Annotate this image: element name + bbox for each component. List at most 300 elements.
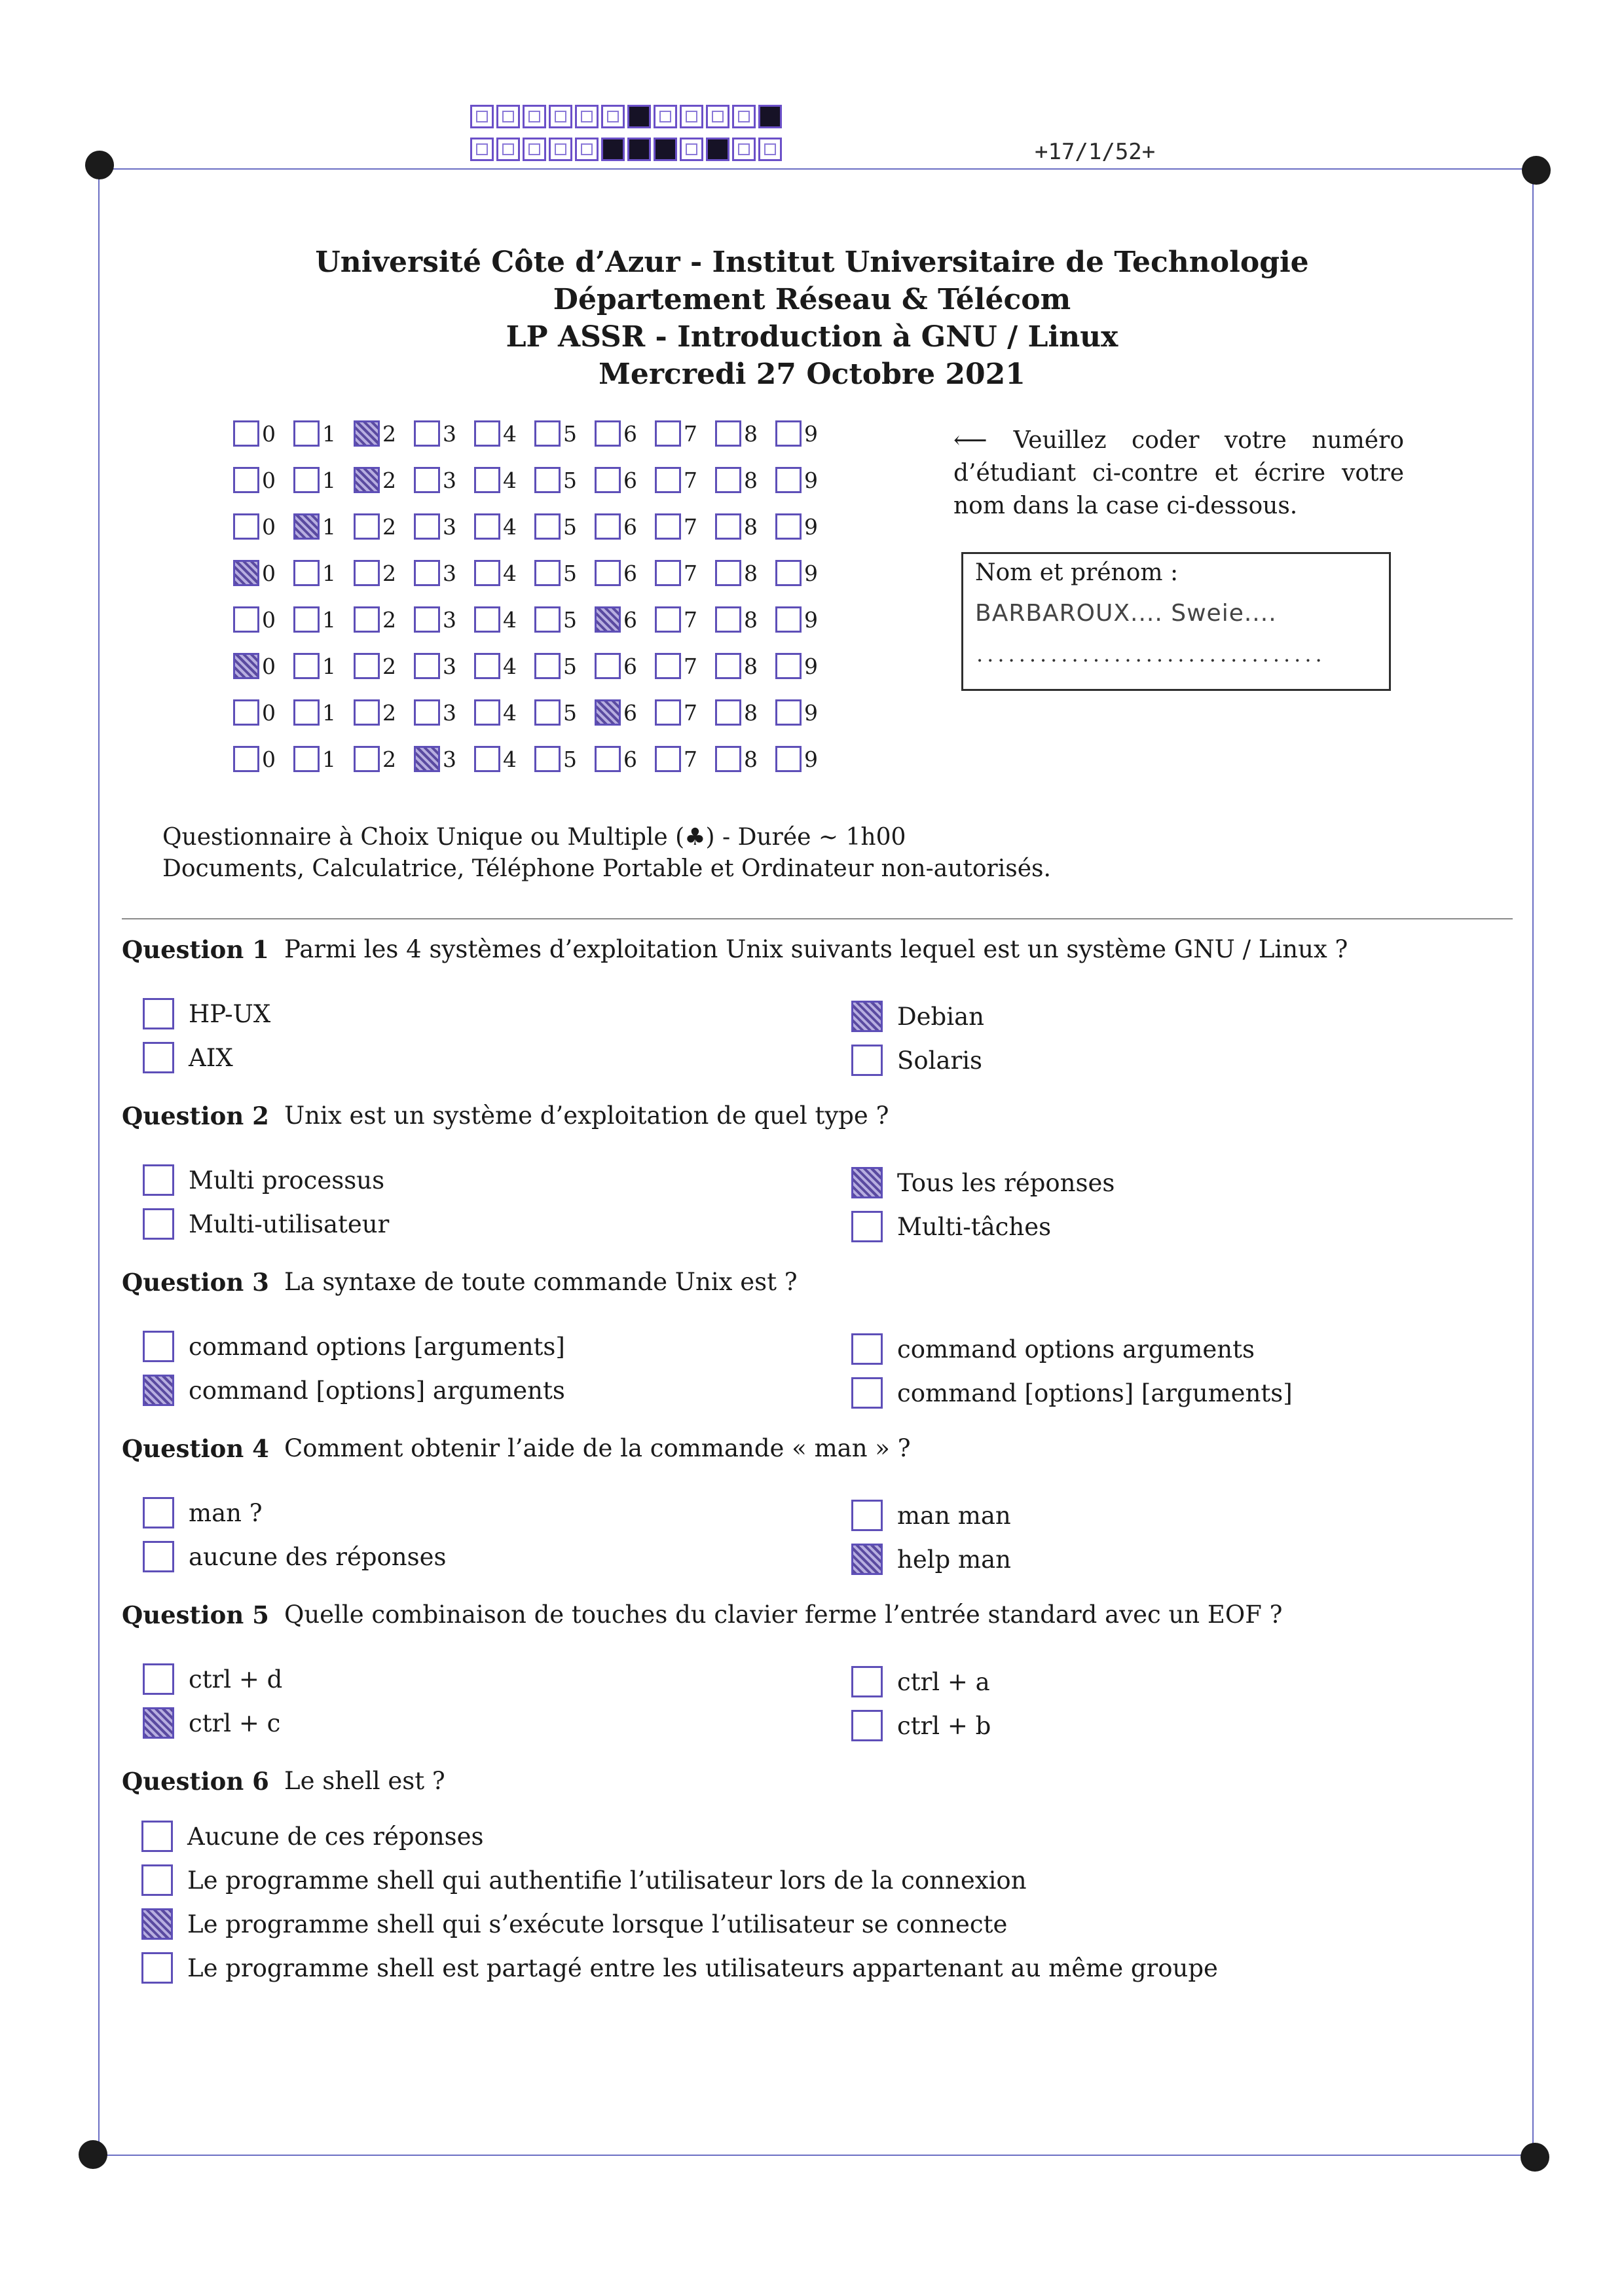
digit-checkbox[interactable] bbox=[293, 467, 320, 493]
answer-checkbox[interactable] bbox=[141, 1952, 173, 1984]
title-department: Département Réseau & Télécom bbox=[553, 283, 1071, 316]
student-digit-option bbox=[775, 606, 818, 633]
barcode-top-row bbox=[470, 105, 784, 128]
answer-label: ctrl + b bbox=[897, 1711, 991, 1740]
student-digit-option bbox=[775, 420, 818, 447]
answer-label: Aucune de ces réponses bbox=[187, 1822, 484, 1851]
answer-checkbox[interactable] bbox=[851, 1045, 883, 1076]
digit-label: 3 bbox=[443, 699, 456, 726]
barcode-bottom-cell bbox=[575, 138, 599, 161]
digit-label: 1 bbox=[322, 746, 336, 772]
student-digit-option bbox=[715, 699, 758, 726]
digit-checkbox[interactable] bbox=[775, 606, 802, 633]
digit-checkbox[interactable] bbox=[534, 653, 561, 679]
title-date: Mercredi 27 Octobre 2021 bbox=[599, 358, 1025, 391]
digit-checkbox[interactable] bbox=[595, 513, 621, 540]
answer-checkbox[interactable] bbox=[851, 1333, 883, 1365]
digit-checkbox[interactable] bbox=[534, 513, 561, 540]
answer-option[interactable] bbox=[143, 1541, 447, 1572]
barcode-top-cell bbox=[732, 105, 756, 128]
digit-label: 5 bbox=[563, 746, 577, 772]
answer-checkbox[interactable] bbox=[141, 1864, 173, 1896]
digit-label: 2 bbox=[382, 746, 396, 772]
student-digit-option bbox=[534, 560, 577, 586]
digit-checkbox[interactable] bbox=[233, 699, 259, 726]
answer-checkbox[interactable] bbox=[143, 1541, 174, 1572]
digit-checkbox[interactable] bbox=[534, 699, 561, 726]
digit-checkbox[interactable] bbox=[775, 467, 802, 493]
digit-checkbox[interactable] bbox=[715, 746, 741, 772]
student-number-instructions bbox=[953, 424, 1404, 523]
student-digit-option bbox=[715, 746, 758, 772]
digit-label: 0 bbox=[262, 606, 276, 633]
student-digit-option bbox=[715, 420, 758, 447]
answer-option[interactable] bbox=[143, 1375, 565, 1406]
digit-checkbox[interactable] bbox=[354, 467, 380, 493]
digit-checkbox[interactable] bbox=[293, 420, 320, 447]
digit-checkbox[interactable] bbox=[595, 606, 621, 633]
page-code: +17/1/52+ bbox=[1035, 139, 1156, 165]
student-digit-option bbox=[534, 420, 577, 447]
digit-label: 2 bbox=[382, 420, 396, 447]
frame-top-line bbox=[98, 168, 1532, 170]
barcode-top-cell bbox=[758, 105, 782, 128]
digit-label: 6 bbox=[623, 746, 637, 772]
digit-checkbox[interactable] bbox=[595, 653, 621, 679]
student-digit-option bbox=[655, 560, 697, 586]
answer-label: man ? bbox=[189, 1498, 263, 1527]
name-second-line-dots: ................................. bbox=[976, 642, 1326, 667]
student-digit-option bbox=[715, 653, 758, 679]
answer-option[interactable] bbox=[141, 1952, 1218, 1984]
student-digit-option bbox=[775, 467, 818, 493]
digit-label: 2 bbox=[382, 513, 396, 540]
digit-label: 1 bbox=[322, 653, 336, 679]
answer-option[interactable] bbox=[851, 1167, 1115, 1198]
digit-label: 8 bbox=[744, 420, 758, 447]
answer-label: help man bbox=[897, 1545, 1011, 1574]
corner-marker-top-right bbox=[1522, 156, 1551, 185]
digit-checkbox[interactable] bbox=[354, 560, 380, 586]
answer-label: Solaris bbox=[897, 1046, 983, 1075]
answer-option[interactable] bbox=[143, 1042, 233, 1073]
question-label: Question 6 bbox=[122, 1767, 269, 1796]
digit-checkbox[interactable] bbox=[715, 699, 741, 726]
answer-checkbox[interactable] bbox=[143, 1208, 174, 1240]
answer-label: Multi-utilisateur bbox=[189, 1210, 390, 1238]
answer-option[interactable] bbox=[143, 1663, 282, 1695]
digit-checkbox[interactable] bbox=[655, 560, 681, 586]
digit-checkbox[interactable] bbox=[595, 746, 621, 772]
digit-label: 7 bbox=[684, 653, 697, 679]
student-digit-option bbox=[655, 699, 697, 726]
digit-label: 0 bbox=[262, 699, 276, 726]
digit-label: 9 bbox=[804, 746, 818, 772]
answer-checkbox[interactable] bbox=[851, 1167, 883, 1198]
digit-label: 1 bbox=[322, 467, 336, 493]
digit-checkbox[interactable] bbox=[233, 606, 259, 633]
digit-label: 9 bbox=[804, 653, 818, 679]
instructions-text: Veuillez coder votre numéro d’étudiant ci-contre et écrire votre nom dans la case ci-dessous. bbox=[953, 427, 1404, 519]
digit-checkbox[interactable] bbox=[414, 653, 440, 679]
student-digit-option bbox=[233, 467, 276, 493]
digit-label: 7 bbox=[684, 420, 697, 447]
answer-label: HP-UX bbox=[189, 999, 271, 1028]
digit-label: 4 bbox=[503, 699, 517, 726]
digit-label: 2 bbox=[382, 699, 396, 726]
digit-checkbox[interactable] bbox=[293, 699, 320, 726]
student-digit-option bbox=[354, 606, 396, 633]
title-course: LP ASSR - Introduction à GNU / Linux bbox=[506, 320, 1118, 354]
separator-line bbox=[122, 918, 1513, 919]
answer-label: Multi processus bbox=[189, 1166, 385, 1194]
digit-checkbox[interactable] bbox=[655, 467, 681, 493]
answer-option[interactable] bbox=[851, 1500, 1011, 1531]
digit-checkbox[interactable] bbox=[293, 606, 320, 633]
answer-checkbox[interactable] bbox=[851, 1710, 883, 1741]
digit-label: 7 bbox=[684, 513, 697, 540]
digit-label: 3 bbox=[443, 420, 456, 447]
digit-checkbox[interactable] bbox=[354, 513, 380, 540]
answer-checkbox[interactable] bbox=[141, 1821, 173, 1852]
answer-checkbox[interactable] bbox=[143, 1707, 174, 1739]
answer-label: command options arguments bbox=[897, 1335, 1255, 1363]
student-digit-option bbox=[354, 513, 396, 540]
answer-label: Le programme shell est partagé entre les utilisateurs appartenant au même groupe bbox=[187, 1953, 1218, 1982]
student-digit-option bbox=[293, 746, 336, 772]
student-digit-option bbox=[474, 746, 517, 772]
digit-label: 3 bbox=[443, 560, 456, 586]
digit-label: 4 bbox=[503, 606, 517, 633]
digit-checkbox[interactable] bbox=[414, 513, 440, 540]
barcode-top-cell bbox=[680, 105, 703, 128]
digit-checkbox[interactable] bbox=[233, 513, 259, 540]
digit-label: 0 bbox=[262, 513, 276, 540]
student-digit-option bbox=[354, 420, 396, 447]
digit-label: 5 bbox=[563, 653, 577, 679]
digit-checkbox[interactable] bbox=[354, 746, 380, 772]
answer-label: ctrl + a bbox=[897, 1667, 990, 1696]
intro-line-2: Documents, Calculatrice, Téléphone Portable et Ordinateur non-autorisés. bbox=[162, 855, 1051, 882]
barcode-bottom-cell bbox=[549, 138, 572, 161]
student-digit-option bbox=[233, 699, 276, 726]
answer-label: command [options] [arguments] bbox=[897, 1379, 1293, 1407]
barcode-bottom-cell bbox=[523, 138, 546, 161]
digit-checkbox[interactable] bbox=[775, 746, 802, 772]
digit-checkbox[interactable] bbox=[715, 653, 741, 679]
digit-label: 7 bbox=[684, 699, 697, 726]
question-text: Quelle combinaison de touches du clavier ferme l’entrée standard avec un EOF ? bbox=[284, 1601, 1283, 1629]
digit-checkbox[interactable] bbox=[414, 467, 440, 493]
student-digit-option bbox=[534, 606, 577, 633]
digit-checkbox[interactable] bbox=[715, 467, 741, 493]
digit-checkbox[interactable] bbox=[354, 653, 380, 679]
digit-checkbox[interactable] bbox=[775, 513, 802, 540]
digit-checkbox[interactable] bbox=[293, 513, 320, 540]
exam-header bbox=[0, 244, 1624, 393]
digit-checkbox[interactable] bbox=[534, 746, 561, 772]
student-digit-option bbox=[233, 560, 276, 586]
digit-checkbox[interactable] bbox=[233, 420, 259, 447]
answer-option[interactable] bbox=[143, 1164, 384, 1196]
answer-option[interactable] bbox=[141, 1908, 1007, 1940]
digit-checkbox[interactable] bbox=[474, 560, 500, 586]
digit-checkbox[interactable] bbox=[293, 560, 320, 586]
digit-checkbox[interactable] bbox=[233, 653, 259, 679]
question-heading bbox=[122, 1767, 445, 1796]
digit-label: 0 bbox=[262, 653, 276, 679]
question-text: La syntaxe de toute commande Unix est ? bbox=[284, 1268, 798, 1296]
digit-checkbox[interactable] bbox=[293, 653, 320, 679]
digit-checkbox[interactable] bbox=[534, 606, 561, 633]
student-digit-option bbox=[715, 560, 758, 586]
answer-checkbox[interactable] bbox=[143, 1497, 174, 1528]
answer-option[interactable] bbox=[143, 998, 270, 1029]
student-digit-option bbox=[414, 746, 456, 772]
student-digit-option bbox=[293, 513, 336, 540]
digit-checkbox[interactable] bbox=[293, 746, 320, 772]
digit-checkbox[interactable] bbox=[414, 699, 440, 726]
digit-label: 4 bbox=[503, 467, 517, 493]
digit-label: 0 bbox=[262, 560, 276, 586]
digit-checkbox[interactable] bbox=[715, 420, 741, 447]
digit-label: 4 bbox=[503, 653, 517, 679]
digit-checkbox[interactable] bbox=[474, 746, 500, 772]
barcode-bottom-cell bbox=[654, 138, 677, 161]
digit-label: 8 bbox=[744, 467, 758, 493]
digit-checkbox[interactable] bbox=[474, 699, 500, 726]
digit-checkbox[interactable] bbox=[655, 420, 681, 447]
digit-checkbox[interactable] bbox=[474, 653, 500, 679]
digit-label: 4 bbox=[503, 513, 517, 540]
digit-label: 5 bbox=[563, 699, 577, 726]
digit-checkbox[interactable] bbox=[474, 467, 500, 493]
digit-checkbox[interactable] bbox=[474, 420, 500, 447]
question-text: Le shell est ? bbox=[284, 1767, 445, 1795]
student-digit-option bbox=[233, 420, 276, 447]
question-label: Question 3 bbox=[122, 1268, 269, 1297]
digit-label: 2 bbox=[382, 653, 396, 679]
answer-checkbox[interactable] bbox=[143, 1331, 174, 1362]
answer-option[interactable] bbox=[851, 1001, 984, 1032]
digit-label: 9 bbox=[804, 699, 818, 726]
question-heading bbox=[122, 1102, 889, 1130]
answer-checkbox[interactable] bbox=[851, 1666, 883, 1697]
corner-marker-top-left bbox=[85, 151, 114, 179]
student-digit-option bbox=[595, 746, 637, 772]
student-digit-option bbox=[474, 513, 517, 540]
student-digit-option bbox=[715, 606, 758, 633]
digit-label: 3 bbox=[443, 746, 456, 772]
digit-label: 6 bbox=[623, 699, 637, 726]
student-digit-option bbox=[414, 699, 456, 726]
digit-label: 8 bbox=[744, 606, 758, 633]
answer-option[interactable] bbox=[143, 1707, 280, 1739]
question-text: Parmi les 4 systèmes d’exploitation Unix suivants lequel est un système GNU / Linux ? bbox=[284, 935, 1348, 963]
student-digit-option bbox=[534, 653, 577, 679]
digit-label: 7 bbox=[684, 606, 697, 633]
digit-label: 1 bbox=[322, 606, 336, 633]
question-text: Unix est un système d’exploitation de quel type ? bbox=[284, 1102, 889, 1130]
student-digit-option bbox=[293, 699, 336, 726]
answer-option[interactable] bbox=[851, 1045, 982, 1076]
barcode-bottom-row bbox=[470, 138, 784, 161]
digit-label: 9 bbox=[804, 420, 818, 447]
student-digit-option bbox=[595, 606, 637, 633]
answer-checkbox[interactable] bbox=[851, 1377, 883, 1409]
student-digit-option bbox=[354, 699, 396, 726]
frame-left-line bbox=[98, 168, 100, 2156]
corner-marker-bottom-right bbox=[1521, 2143, 1549, 2172]
student-digit-option bbox=[775, 746, 818, 772]
student-digit-option bbox=[775, 513, 818, 540]
answer-option[interactable] bbox=[851, 1544, 1011, 1575]
digit-checkbox[interactable] bbox=[655, 513, 681, 540]
digit-label: 2 bbox=[382, 467, 396, 493]
digit-checkbox[interactable] bbox=[354, 420, 380, 447]
digit-checkbox[interactable] bbox=[655, 699, 681, 726]
answer-checkbox[interactable] bbox=[143, 1042, 174, 1073]
answer-label: aucune des réponses bbox=[189, 1542, 447, 1571]
answer-checkbox[interactable] bbox=[141, 1908, 173, 1940]
answer-checkbox[interactable] bbox=[851, 1001, 883, 1032]
digit-checkbox[interactable] bbox=[595, 467, 621, 493]
student-digit-option bbox=[414, 606, 456, 633]
name-dots: .... bbox=[1130, 600, 1163, 627]
answer-checkbox[interactable] bbox=[143, 1164, 174, 1196]
answer-option[interactable] bbox=[141, 1864, 1027, 1896]
student-digit-option bbox=[595, 420, 637, 447]
name-field[interactable] bbox=[961, 552, 1391, 691]
answer-checkbox[interactable] bbox=[143, 1663, 174, 1695]
digit-label: 9 bbox=[804, 560, 818, 586]
barcode-bottom-cell bbox=[496, 138, 520, 161]
digit-checkbox[interactable] bbox=[414, 606, 440, 633]
barcode-top-cell bbox=[549, 105, 572, 128]
student-digit-option bbox=[534, 699, 577, 726]
digit-checkbox[interactable] bbox=[775, 699, 802, 726]
answer-option[interactable] bbox=[851, 1211, 1051, 1242]
digit-checkbox[interactable] bbox=[775, 560, 802, 586]
digit-checkbox[interactable] bbox=[233, 746, 259, 772]
digit-checkbox[interactable] bbox=[414, 420, 440, 447]
digit-checkbox[interactable] bbox=[775, 420, 802, 447]
digit-label: 9 bbox=[804, 467, 818, 493]
digit-checkbox[interactable] bbox=[534, 467, 561, 493]
answer-option[interactable] bbox=[141, 1821, 484, 1852]
student-digit-option bbox=[414, 467, 456, 493]
digit-checkbox[interactable] bbox=[534, 420, 561, 447]
digit-label: 8 bbox=[744, 560, 758, 586]
answer-option[interactable] bbox=[143, 1331, 565, 1362]
digit-checkbox[interactable] bbox=[354, 606, 380, 633]
barcode-top-cell bbox=[627, 105, 651, 128]
digit-checkbox[interactable] bbox=[474, 513, 500, 540]
digit-checkbox[interactable] bbox=[655, 606, 681, 633]
barcode-bottom-cell bbox=[680, 138, 703, 161]
barcode-bottom-cell bbox=[601, 138, 625, 161]
digit-checkbox[interactable] bbox=[354, 699, 380, 726]
digit-checkbox[interactable] bbox=[414, 560, 440, 586]
digit-checkbox[interactable] bbox=[655, 746, 681, 772]
digit-checkbox[interactable] bbox=[595, 560, 621, 586]
digit-checkbox[interactable] bbox=[474, 606, 500, 633]
digit-label: 8 bbox=[744, 653, 758, 679]
digit-checkbox[interactable] bbox=[715, 560, 741, 586]
answer-label: command [options] arguments bbox=[189, 1376, 565, 1405]
barcode-bottom-cell bbox=[470, 138, 494, 161]
digit-checkbox[interactable] bbox=[595, 699, 621, 726]
answer-checkbox[interactable] bbox=[851, 1544, 883, 1575]
digit-label: 9 bbox=[804, 606, 818, 633]
student-digit-option bbox=[775, 653, 818, 679]
digit-label: 5 bbox=[563, 560, 577, 586]
digit-checkbox[interactable] bbox=[655, 653, 681, 679]
student-digit-option bbox=[293, 653, 336, 679]
digit-checkbox[interactable] bbox=[534, 560, 561, 586]
student-digit-option bbox=[354, 746, 396, 772]
student-digit-option bbox=[474, 560, 517, 586]
answer-checkbox[interactable] bbox=[143, 1375, 174, 1406]
digit-label: 5 bbox=[563, 467, 577, 493]
answer-checkbox[interactable] bbox=[851, 1500, 883, 1531]
exam-intro bbox=[162, 822, 1051, 885]
student-digit-option bbox=[233, 653, 276, 679]
digit-checkbox[interactable] bbox=[233, 560, 259, 586]
barcode-bottom-cell bbox=[732, 138, 756, 161]
answer-option[interactable] bbox=[143, 1208, 389, 1240]
digit-label: 4 bbox=[503, 560, 517, 586]
digit-label: 7 bbox=[684, 560, 697, 586]
question-label: Question 4 bbox=[122, 1434, 269, 1463]
student-digit-option bbox=[775, 699, 818, 726]
answer-checkbox[interactable] bbox=[143, 998, 174, 1029]
answer-option[interactable] bbox=[851, 1377, 1293, 1409]
barcode-top-cell bbox=[496, 105, 520, 128]
answer-option[interactable] bbox=[851, 1333, 1255, 1365]
student-digit-option bbox=[293, 606, 336, 633]
answer-option[interactable] bbox=[143, 1497, 263, 1528]
student-digit-option bbox=[655, 420, 697, 447]
student-digit-option bbox=[775, 560, 818, 586]
answer-option[interactable] bbox=[851, 1710, 991, 1741]
digit-label: 8 bbox=[744, 699, 758, 726]
answer-option[interactable] bbox=[851, 1666, 990, 1697]
frame-right-line bbox=[1532, 168, 1534, 2156]
digit-label: 3 bbox=[443, 467, 456, 493]
digit-checkbox[interactable] bbox=[414, 746, 440, 772]
digit-label: 2 bbox=[382, 606, 396, 633]
digit-checkbox[interactable] bbox=[715, 513, 741, 540]
left-arrow-icon: ⟵ bbox=[953, 427, 987, 454]
digit-checkbox[interactable] bbox=[595, 420, 621, 447]
digit-checkbox[interactable] bbox=[233, 467, 259, 493]
barcode-bottom-cell bbox=[627, 138, 651, 161]
answer-checkbox[interactable] bbox=[851, 1211, 883, 1242]
barcode-top-cell bbox=[575, 105, 599, 128]
student-digit-option bbox=[655, 746, 697, 772]
digit-checkbox[interactable] bbox=[775, 653, 802, 679]
digit-label: 1 bbox=[322, 513, 336, 540]
digit-label: 4 bbox=[503, 420, 517, 447]
student-digit-option bbox=[595, 560, 637, 586]
answer-label: command options [arguments] bbox=[189, 1332, 565, 1361]
digit-checkbox[interactable] bbox=[715, 606, 741, 633]
student-digit-option bbox=[474, 606, 517, 633]
student-digit-option bbox=[354, 560, 396, 586]
student-digit-option bbox=[715, 513, 758, 540]
digit-label: 0 bbox=[262, 420, 276, 447]
